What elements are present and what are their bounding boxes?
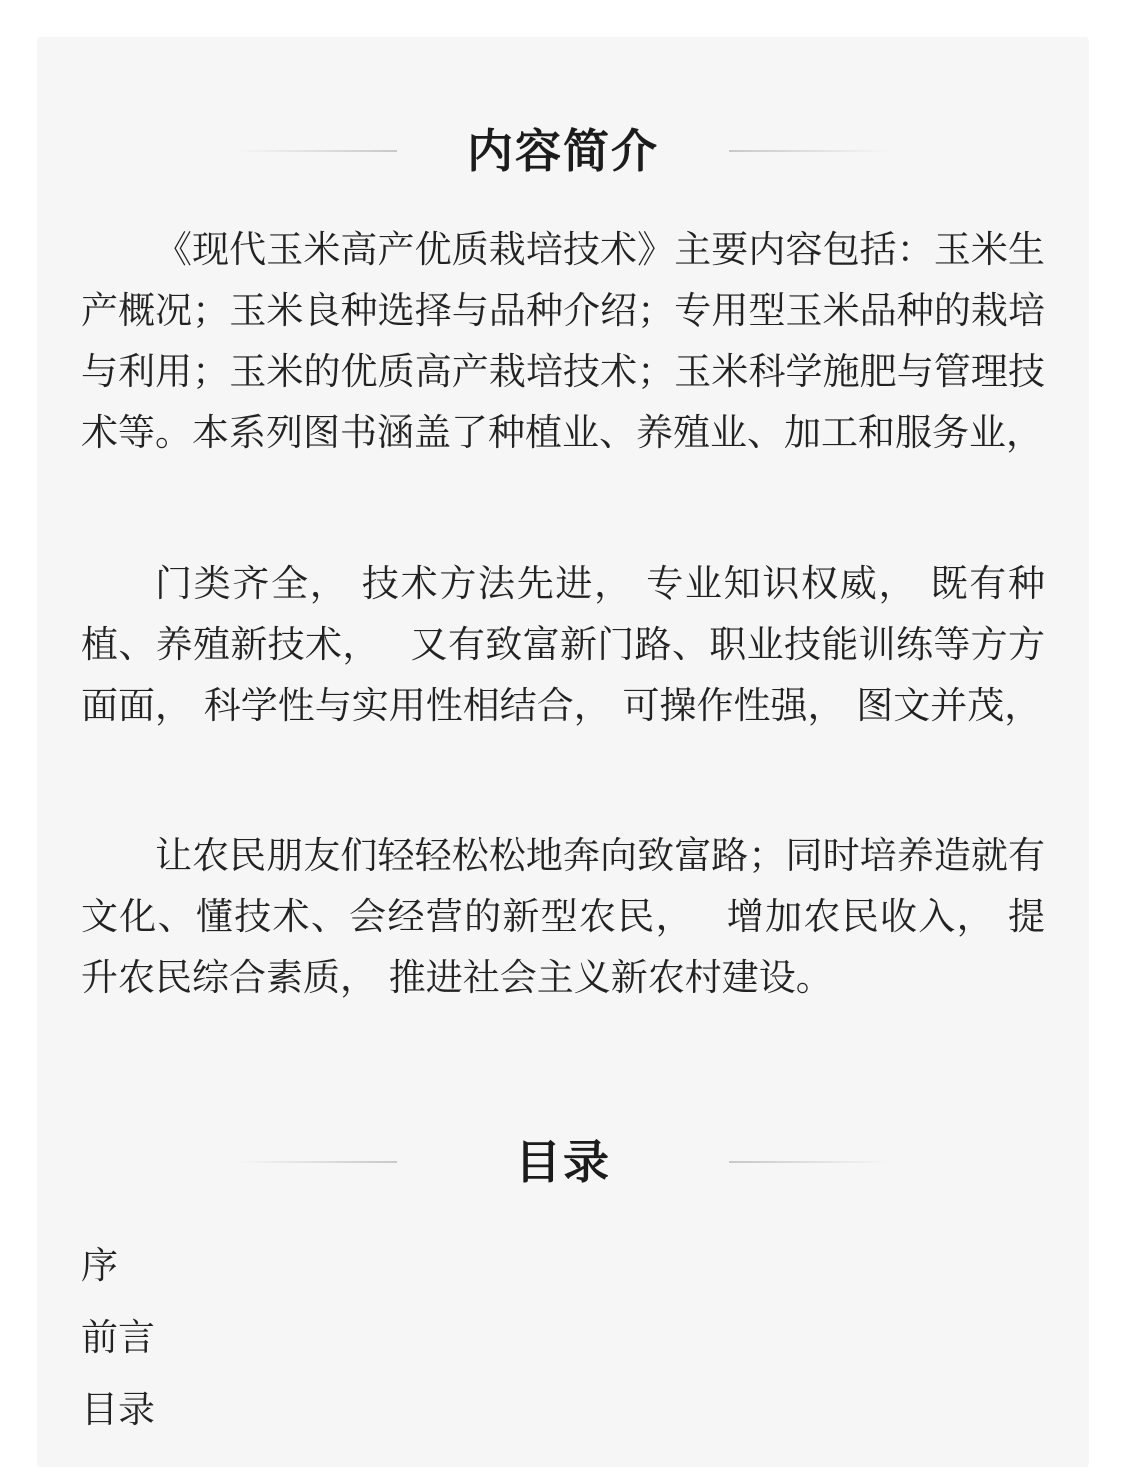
intro-paragraph-3: 让农民朋友们轻轻松松地奔向致富路；同时培养造就有文化、懂技术、会经营的新型农民， 增加农民收入， 提升农民综合素质， 推进社会主义新农村建设。 [81, 834, 1045, 999]
content-card [37, 37, 1089, 1467]
toc-item-preface[interactable]: 序 [81, 1244, 118, 1287]
intro-section-header [37, 111, 1089, 191]
intro-paragraph-2: 门类齐全， 技术方法先进， 专业知识权威， 既有种植、养殖新技术， 又有致富新门路、职业技能训练等方方面面， 科学性与实用性相结合， 可操作性强， 图文并茂， [81, 562, 1045, 727]
toc-title: 目录 [515, 1135, 611, 1189]
intro-title: 内容简介 [467, 124, 659, 178]
toc-section-header [37, 1122, 1089, 1202]
toc-item-foreword[interactable]: 前言 [81, 1316, 155, 1359]
intro-paragraph-1: 《现代玉米高产优质栽培技术》主要内容包括：玉米生产概况；玉米良种选择与品种介绍；专用型玉米品种的栽培与利用；玉米的优质高产栽培技术；玉米科学施肥与管理技术等。本系列图书涵盖了种植业、养殖业、加工和服务业， [81, 228, 1045, 454]
toc-divider-right [729, 1161, 889, 1163]
intro-divider-right [729, 150, 889, 152]
toc-item-contents[interactable]: 目录 [81, 1388, 155, 1431]
